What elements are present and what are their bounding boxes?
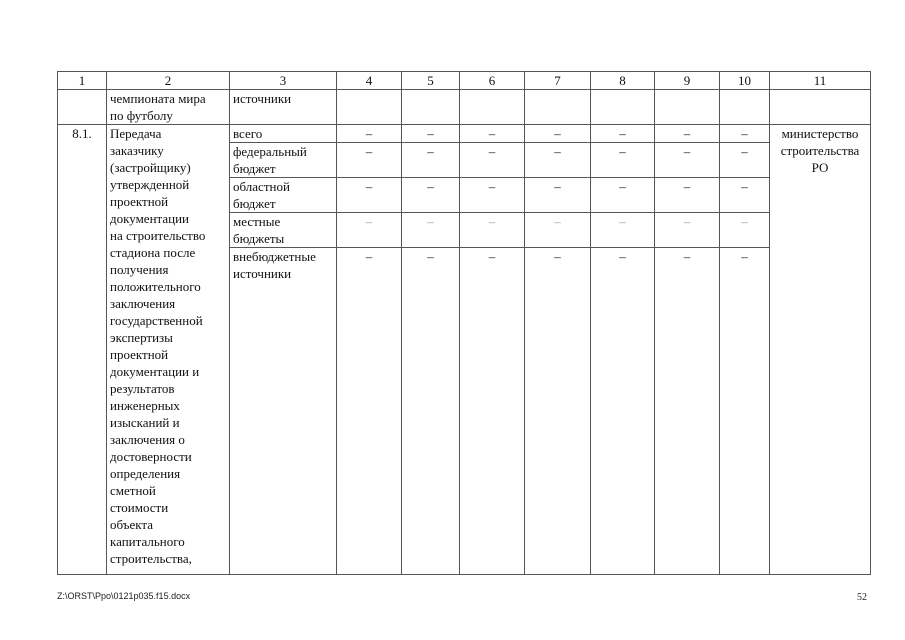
value-cell: – <box>655 248 720 575</box>
col-number-6: 6 <box>460 72 525 90</box>
value-cell: – <box>337 248 402 575</box>
value-cell: – <box>525 213 591 248</box>
value-cell: – <box>655 125 720 143</box>
source-label: федеральный бюджет <box>230 143 337 178</box>
file-path: Z:\ORST\Ppo\0121p035.f15.docx <box>57 591 191 601</box>
value-cell: – <box>337 125 402 143</box>
value-cell: – <box>591 213 655 248</box>
continuation-row <box>58 90 871 125</box>
continuation-cell <box>402 90 460 125</box>
value-cell: – <box>337 143 402 178</box>
source-label: местные бюджеты <box>230 213 337 248</box>
continuation-cell <box>460 90 525 125</box>
value-cell: – <box>655 213 720 248</box>
col-number-1: 1 <box>58 72 107 90</box>
value-cell: – <box>655 178 720 213</box>
value-cell: – <box>591 143 655 178</box>
col-number-5: 5 <box>402 72 460 90</box>
continuation-number-cell <box>58 90 107 125</box>
value-cell: – <box>337 213 402 248</box>
value-cell: – <box>525 178 591 213</box>
continuation-source: источники <box>230 90 337 125</box>
value-cell: – <box>460 213 525 248</box>
col-number-4: 4 <box>337 72 402 90</box>
value-cell: – <box>337 178 402 213</box>
continuation-cell <box>591 90 655 125</box>
value-cell: – <box>655 143 720 178</box>
value-cell: – <box>402 248 460 575</box>
table-row <box>58 125 871 143</box>
continuation-name: чемпионата мира по футболу <box>107 90 230 125</box>
value-cell: – <box>402 213 460 248</box>
executor: министерство строительства РО <box>770 125 871 575</box>
source-label: всего <box>230 125 337 143</box>
value-cell: – <box>720 125 770 143</box>
continuation-cell <box>525 90 591 125</box>
value-cell: – <box>402 143 460 178</box>
value-cell: – <box>460 248 525 575</box>
continuation-cell <box>337 90 402 125</box>
continuation-cell <box>720 90 770 125</box>
source-label: областной бюджет <box>230 178 337 213</box>
item-number: 8.1. <box>58 125 107 575</box>
value-cell: – <box>460 143 525 178</box>
value-cell: – <box>402 178 460 213</box>
value-cell: – <box>525 143 591 178</box>
continuation-cell <box>655 90 720 125</box>
continuation-cell <box>770 90 871 125</box>
source-label: внебюджетные источники <box>230 248 337 575</box>
col-number-7: 7 <box>525 72 591 90</box>
value-cell: – <box>720 213 770 248</box>
value-cell: – <box>525 248 591 575</box>
value-cell: – <box>591 178 655 213</box>
col-number-11: 11 <box>770 72 871 90</box>
value-cell: – <box>460 178 525 213</box>
col-number-10: 10 <box>720 72 770 90</box>
value-cell: – <box>591 125 655 143</box>
col-number-2: 2 <box>107 72 230 90</box>
col-number-3: 3 <box>230 72 337 90</box>
value-cell: – <box>525 125 591 143</box>
value-cell: – <box>720 248 770 575</box>
page-number: 52 <box>857 592 867 603</box>
value-cell: – <box>720 178 770 213</box>
column-number-row <box>58 72 871 90</box>
col-number-8: 8 <box>591 72 655 90</box>
item-name: Передача заказчику (застройщику) утвержденной проектной документации на строительство стадиона после получения положительного заключения государственной экспертизы проектной документации и результатов инженерных изысканий и заключения о достоверности определения сметной стоимости объекта капитального строительства, <box>107 125 230 575</box>
program-table <box>57 71 871 575</box>
value-cell: – <box>591 248 655 575</box>
value-cell: – <box>402 125 460 143</box>
value-cell: – <box>720 143 770 178</box>
value-cell: – <box>460 125 525 143</box>
col-number-9: 9 <box>655 72 720 90</box>
